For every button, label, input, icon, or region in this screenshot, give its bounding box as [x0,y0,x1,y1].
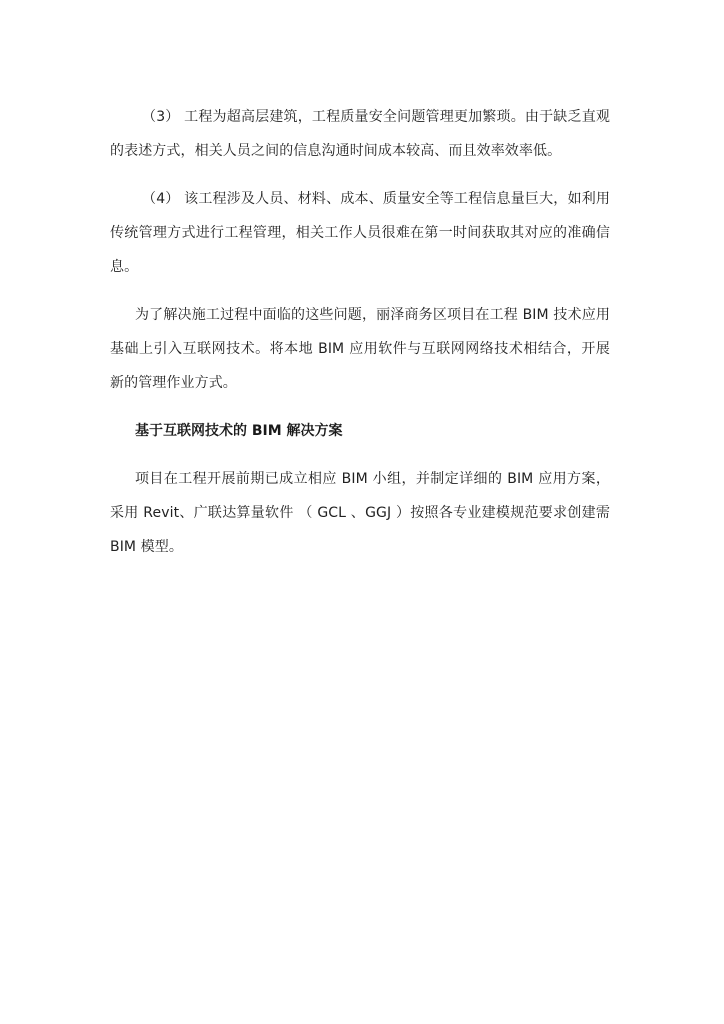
paragraph-item-3: （3） 工程为超高层建筑，工程质量安全问题管理更加繁琐。由于缺乏直观的表述方式，相关人员之间的信息沟通时间成本较高、而且效率效率低。 [110,109,610,159]
paragraph-bim-team: 项目在工程开展前期已成立相应 BIM 小组，并制定详细的 BIM 应用方案，采用 Revit、广联达算量软件 （ GCL 、GGJ ）按照各专业建模规范要求创建需BIM 模型。 [110,471,610,555]
section-heading: 基于互联网技术的 BIM 解决方案 [135,423,343,439]
paragraph-item-4: （4） 该工程涉及人员、材料、成本、质量安全等工程信息量巨大，如利用传统管理方式进行工程管理，相关工作人员很难在第一时间获取其对应的准确信息。 [110,191,610,275]
paragraph-solution-intro: 为了解决施工过程中面临的这些问题，丽泽商务区项目在工程 BIM 技术应用基础上引入互联网技术。将本地 BIM 应用软件与互联网网络技术相结合，开展新的管理作业方式。 [110,307,610,391]
document-body [110,100,610,564]
